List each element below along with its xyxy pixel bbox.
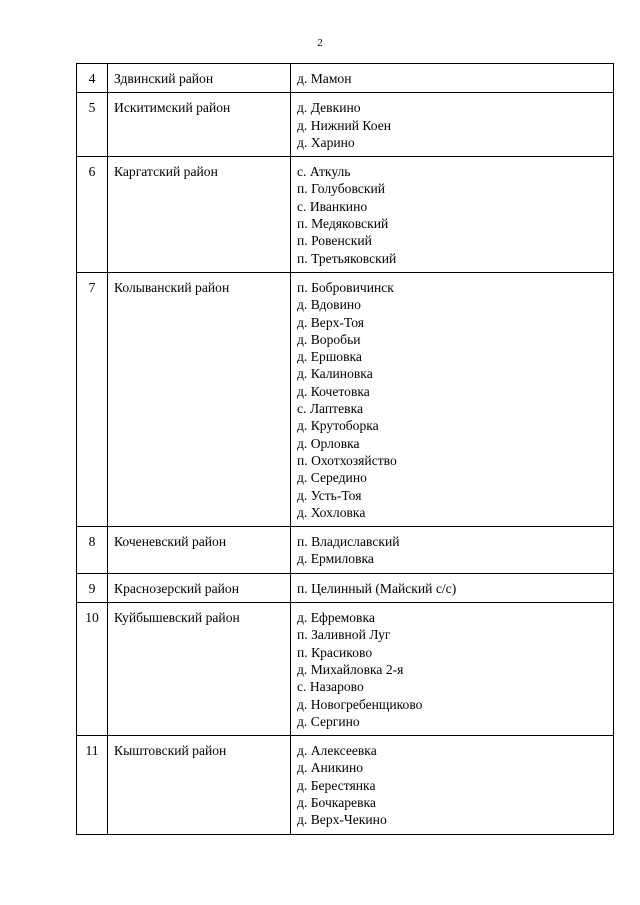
row-number: 5: [77, 93, 108, 157]
settlement-item: п. Голубовский: [297, 181, 385, 197]
settlement-item: д. Верх-Чекино: [297, 812, 387, 828]
row-number: 10: [77, 603, 108, 736]
settlement-item: д. Хохловка: [297, 504, 366, 520]
settlement-item: п. Бобровичинск: [297, 279, 394, 295]
settlement-item: д. Алексеевка: [297, 743, 377, 759]
settlement-item: д. Аникино: [297, 760, 364, 776]
settlement-item: с. Лаптевка: [297, 401, 364, 417]
settlement-item: с. Аткуль: [297, 164, 351, 180]
settlement-item: п. Охотхозяйство: [297, 452, 397, 468]
settlement-item: д. Нижний Коен: [297, 117, 392, 133]
districts-table: [76, 63, 614, 835]
row-number: 4: [77, 64, 108, 93]
settlement-item: д. Калиновка: [297, 366, 373, 382]
row-number: 9: [77, 573, 108, 602]
table-row: [77, 272, 614, 526]
settlement-item: д. Усть-Тоя: [297, 487, 362, 503]
district-name: Искитимский район: [108, 93, 291, 157]
settlement-item: с. Назарово: [297, 679, 364, 695]
settlement-item: п. Ровенский: [297, 233, 372, 249]
settlement-item: д. Кочетовка: [297, 383, 370, 399]
district-name: Коченевский район: [108, 527, 291, 574]
district-name: Краснозерский район: [108, 573, 291, 602]
table-row: [77, 157, 614, 273]
settlement-item: д. Сергино: [297, 713, 360, 729]
table-row: [77, 603, 614, 736]
district-name: Куйбышевский район: [108, 603, 291, 736]
district-name: Колыванский район: [108, 272, 291, 526]
settlement-item: п. Красиково: [297, 644, 373, 660]
settlement-item: д. Орловка: [297, 435, 360, 451]
settlement-item: д. Мамон: [297, 71, 352, 86]
settlements-cell: [291, 573, 614, 602]
settlement-item: д. Бочкаревка: [297, 794, 376, 810]
settlement-item: д. Воробьи: [297, 331, 361, 347]
table-row: [77, 93, 614, 157]
settlements-cell: [291, 93, 614, 157]
settlements-cell: [291, 736, 614, 834]
settlement-item: д. Ершовка: [297, 349, 362, 365]
settlement-item: д. Вдовино: [297, 297, 361, 313]
settlement-item: д. Девкино: [297, 100, 361, 116]
settlements-cell: [291, 64, 614, 93]
settlement-item: д. Крутоборка: [297, 418, 379, 434]
settlement-item: п. Владиславский: [297, 534, 400, 550]
settlement-item: д. Середино: [297, 470, 367, 486]
settlement-item: п. Медяковский: [297, 216, 389, 232]
table-row: [77, 527, 614, 574]
district-name: Кыштовский район: [108, 736, 291, 834]
page-number: 2: [317, 37, 323, 49]
settlement-item: п. Третьяковский: [297, 250, 397, 266]
settlement-item: д. Верх-Тоя: [297, 314, 365, 330]
table-row: [77, 64, 614, 93]
row-number: 8: [77, 527, 108, 574]
row-number: 7: [77, 272, 108, 526]
settlement-item: п. Заливной Луг: [297, 627, 391, 643]
settlements-cell: [291, 603, 614, 736]
settlements-cell: [291, 157, 614, 273]
table-row: [77, 573, 614, 602]
settlement-item: с. Иванкино: [297, 198, 368, 214]
settlements-cell: [291, 272, 614, 526]
district-name: Здвинский район: [108, 64, 291, 93]
districts-table-body: [77, 64, 614, 835]
settlement-item: д. Новогребенщиково: [297, 696, 423, 712]
settlement-item: д. Берестянка: [297, 777, 376, 793]
settlements-cell: [291, 527, 614, 574]
settlement-item: д. Ермиловка: [297, 551, 374, 567]
district-name: Каргатский район: [108, 157, 291, 273]
table-row: [77, 736, 614, 834]
settlement-item: д. Михайловка 2-я: [297, 661, 404, 677]
row-number: 11: [77, 736, 108, 834]
settlement-item: д. Харино: [297, 134, 355, 150]
row-number: 6: [77, 157, 108, 273]
settlement-item: д. Ефремовка: [297, 610, 375, 626]
settlement-item: п. Целинный (Майский с/с): [297, 580, 457, 596]
